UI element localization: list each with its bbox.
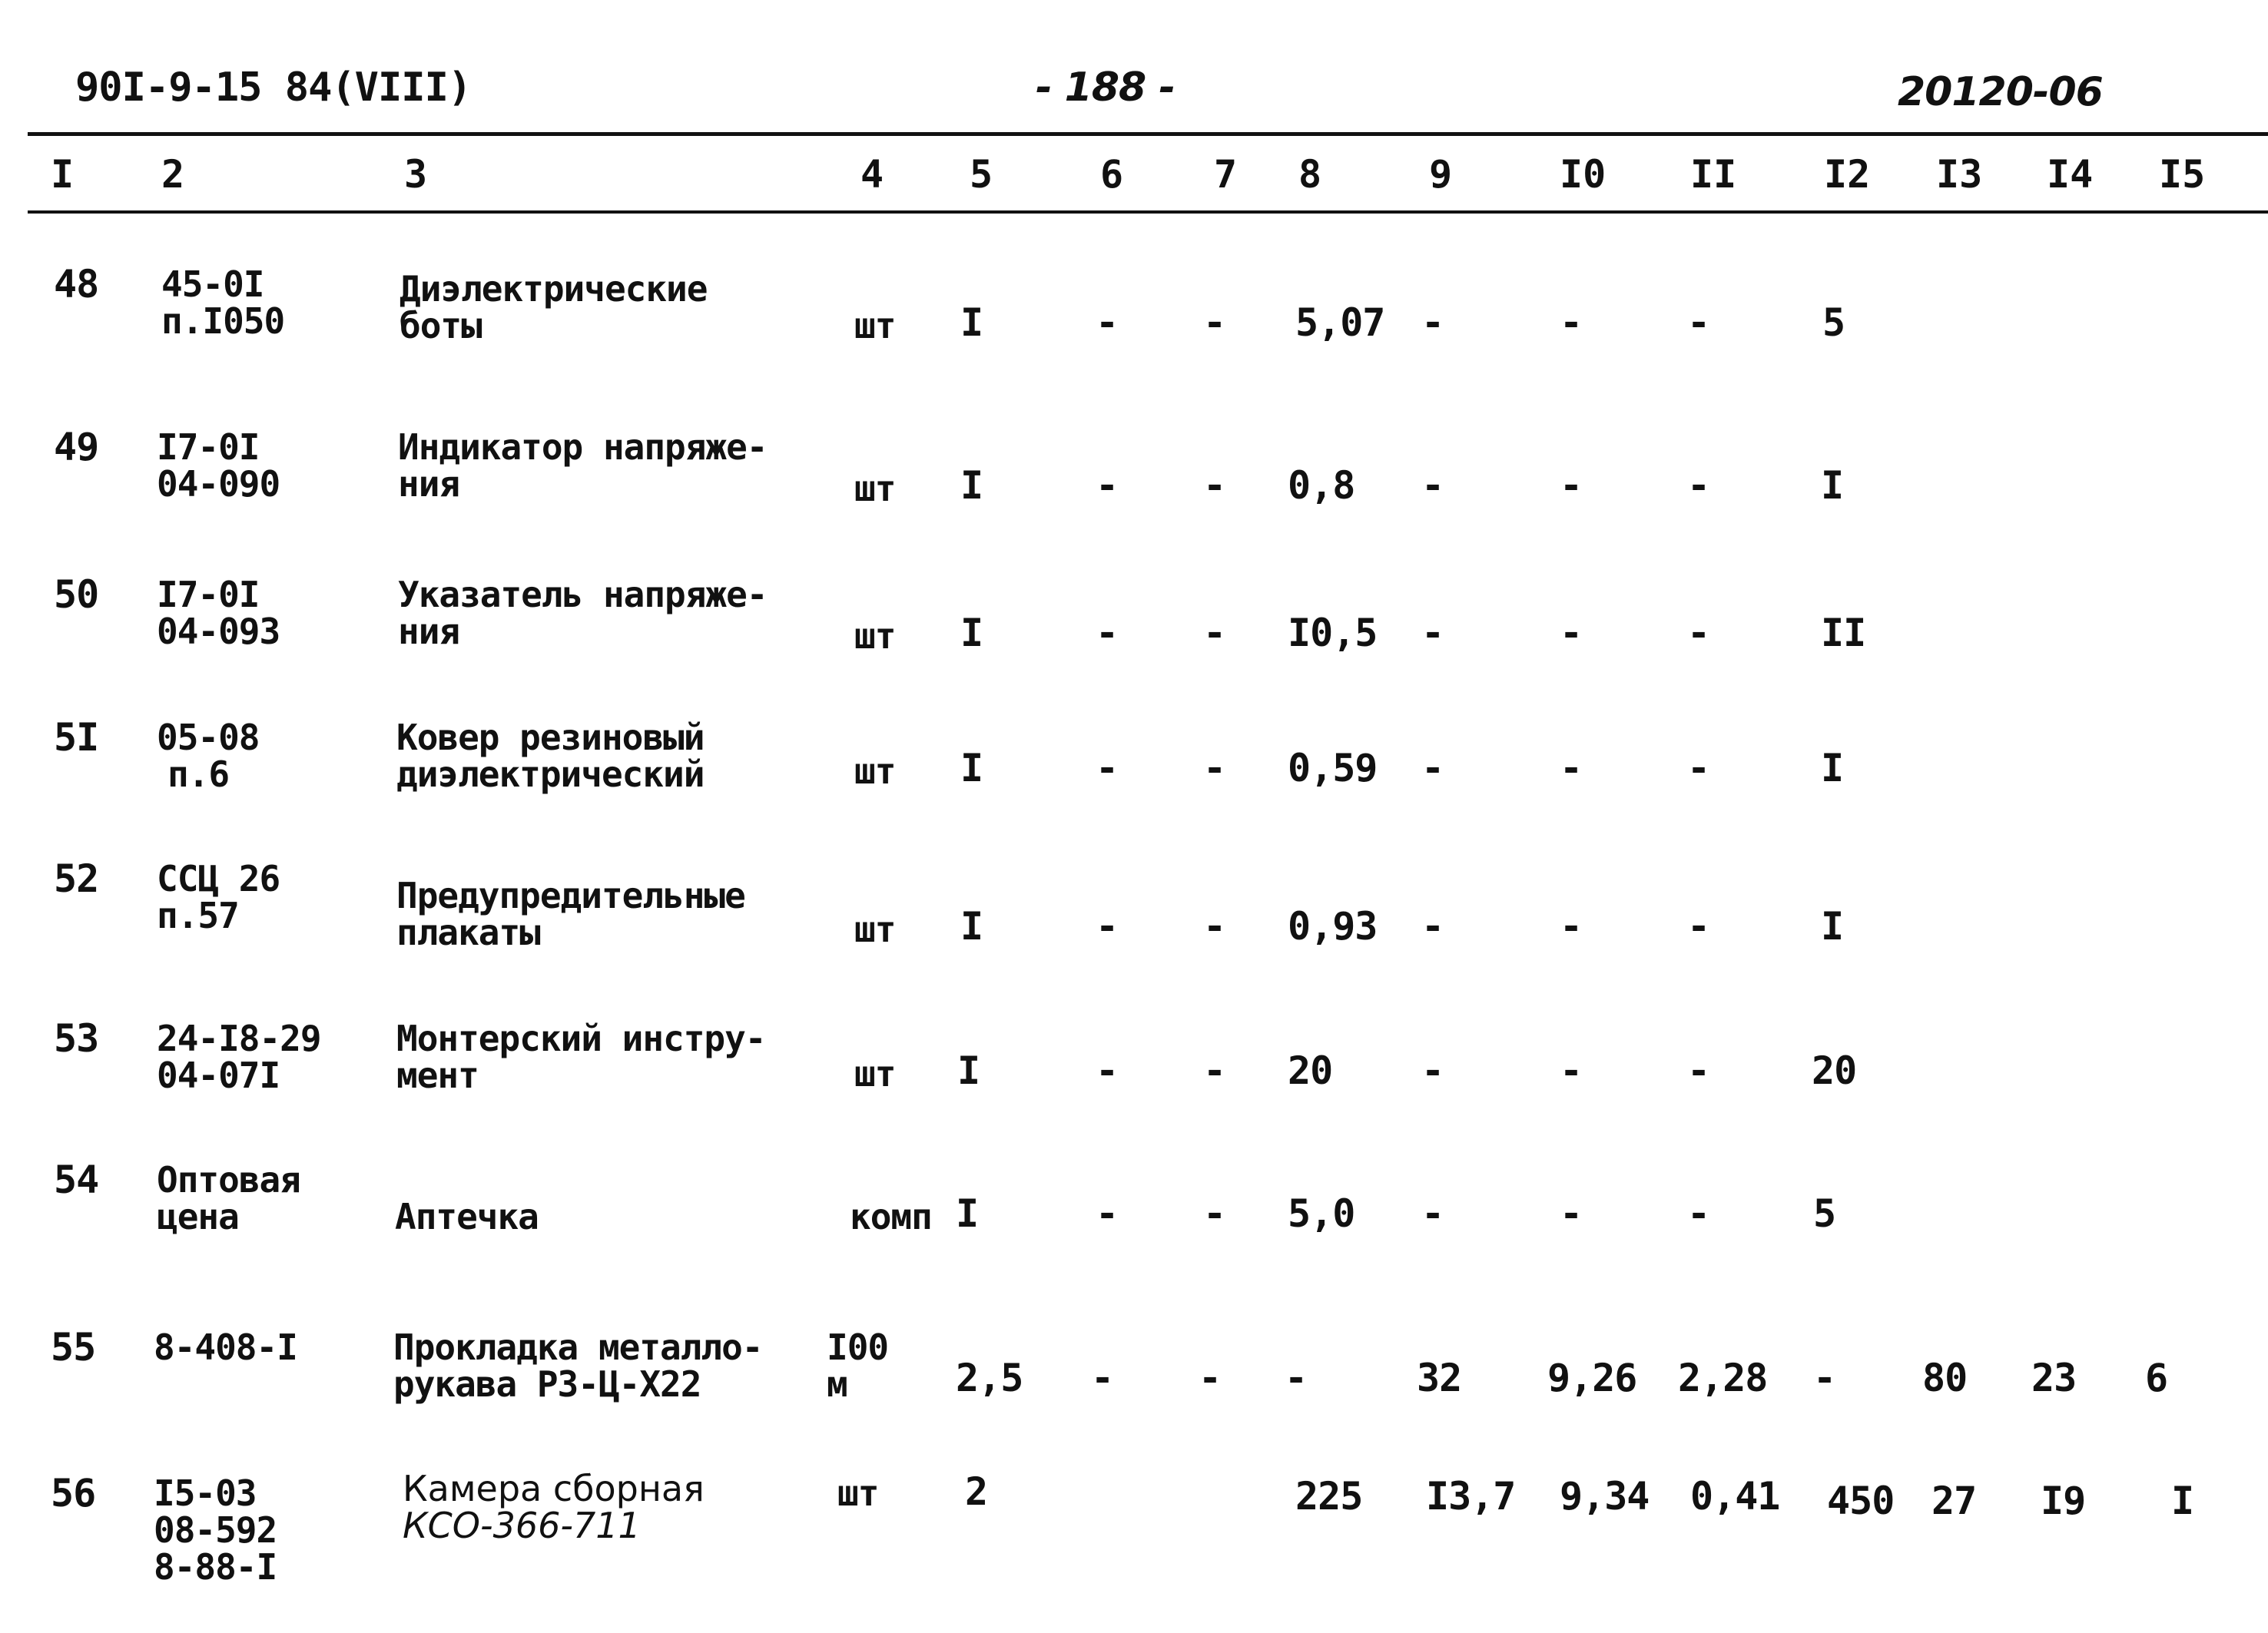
name-line: Камера сборная [403,1468,705,1509]
column-header: 5 [970,152,993,197]
cell-col5: I [960,904,983,949]
name-line: Аптечка [395,1196,539,1237]
cell-col6: - [1096,1191,1119,1236]
column-header: 9 [1429,152,1453,197]
table-row [0,1015,2268,1169]
table-row [0,571,2268,725]
name-line: Диэлектрические [400,268,708,310]
unit-line: шт [854,1053,896,1095]
cell-col12: I [1821,904,1844,949]
cell-col12: II [1821,611,1866,655]
cell-col12: I [1821,463,1844,508]
cell-col11: - [1687,463,1710,508]
column-header: II [1690,152,1737,197]
name-line: ния [398,463,460,505]
name-line: рукава РЗ-Ц-Х22 [393,1363,701,1405]
cell-col7: - [1203,746,1226,790]
column-header: I4 [2047,152,2094,197]
cell-col5: I [960,611,983,655]
name-line: Монтерский инстру- [396,1018,766,1059]
cell-col5: 2,5 [956,1356,1023,1400]
table-row [0,424,2268,578]
code-line: 8-88-I [154,1546,277,1588]
row-number: 5I [54,715,99,760]
cell-col5: I [957,1048,980,1093]
row-number: 56 [51,1471,96,1515]
row-number: 48 [54,262,99,306]
cell-col10: - [1560,611,1583,655]
cell-col12: 5 [1813,1191,1836,1236]
code-line: I7-0I [157,426,260,468]
row-number: 54 [54,1158,99,1202]
cell-col10: - [1560,904,1583,949]
row-unit [854,911,895,948]
code-line: 04-093 [157,611,280,652]
cell-col10: - [1560,1048,1583,1093]
cell-col9: - [1421,746,1444,790]
cell-col7: - [1203,1191,1226,1236]
page-number: - 188 - [1036,65,1175,111]
cell-col11: 2,28 [1678,1356,1768,1400]
table-row [0,261,2268,415]
code-line: Оптовая [157,1159,300,1201]
unit-line: шт [854,305,896,346]
column-header-rule [28,210,2268,214]
cell-col6: - [1096,1048,1119,1093]
table-row [0,1470,2268,1616]
cell-col9: - [1421,904,1444,949]
name-line: КСО-366-711 [403,1505,641,1546]
row-name [393,1329,763,1403]
code-line: 45-0I [161,263,264,305]
cell-col8: 5,0 [1288,1191,1355,1236]
row-number: 55 [51,1325,96,1370]
name-line: Ковер резиновый [396,717,705,758]
cell-col9: - [1421,611,1444,655]
cell-col11: - [1687,746,1710,790]
unit-line: комп [850,1196,932,1237]
cell-col6: - [1096,463,1119,508]
cell-col7: - [1203,904,1226,949]
code-line: 04-07I [157,1055,280,1096]
row-code [157,576,280,650]
row-number: 53 [54,1016,99,1061]
unit-line: I00 [827,1327,889,1368]
cell-col8: - [1285,1356,1308,1400]
table-row [0,1324,2268,1478]
cell-col5: I [960,746,983,790]
cell-col14: 23 [2031,1356,2077,1400]
cell-col12: I [1821,746,1844,790]
cell-col9: 32 [1417,1356,1462,1400]
unit-line: шт [854,750,896,792]
name-line: Индикатор напряже- [398,426,768,468]
column-header: 6 [1100,152,1124,197]
cell-col8: I0,5 [1288,611,1378,655]
cell-col13: 80 [1922,1356,1968,1400]
cell-col10: - [1560,1191,1583,1236]
code-line: 05-08 [157,717,260,758]
name-line: боты [400,305,482,346]
cell-col12: - [1813,1356,1836,1400]
cell-col13: 27 [1931,1479,1977,1523]
cell-col9: - [1421,300,1444,345]
code-line: 08-592 [154,1509,277,1551]
row-code [157,1020,321,1094]
cell-col11: - [1687,611,1710,655]
row-code [154,1329,297,1366]
row-code [157,860,280,934]
unit-line: м [827,1363,847,1405]
row-unit [837,1472,879,1514]
cell-col6: - [1096,746,1119,790]
cell-col8: 0,59 [1288,746,1378,790]
name-line: диэлектрический [396,754,705,795]
row-name [396,1020,766,1094]
cell-col9: - [1421,1191,1444,1236]
row-name [403,1470,705,1544]
cell-col8: 225 [1295,1474,1363,1519]
table-row [0,1157,2268,1310]
cell-col10: 9,26 [1547,1356,1637,1400]
code-line: п.I050 [161,300,285,342]
row-unit [854,307,895,344]
cell-col12: 450 [1827,1479,1895,1523]
name-line: ния [398,611,460,652]
cell-col7: - [1199,1356,1222,1400]
code-line: 24-I8-29 [157,1018,321,1059]
table-row [0,856,2268,1009]
unit-line: шт [837,1472,879,1514]
code-line: I7-0I [157,574,260,615]
name-line: Прокладка металло- [393,1327,763,1368]
cell-col7: - [1203,1048,1226,1093]
column-header: I [51,152,75,197]
row-unit [850,1198,932,1235]
cell-col6: - [1091,1356,1114,1400]
column-header: I2 [1824,152,1871,197]
reference-number: 20120-06 [1898,69,2103,115]
row-name [395,1161,539,1235]
unit-line: шт [854,615,896,657]
cell-col11: - [1687,904,1710,949]
column-header: 7 [1214,152,1238,197]
cell-col11: - [1687,1191,1710,1236]
cell-col11: - [1687,1048,1710,1093]
row-name [398,576,768,650]
code-line: I5-03 [154,1472,257,1514]
column-header: 8 [1298,152,1322,197]
cell-col10: - [1560,300,1583,345]
cell-col6: - [1096,904,1119,949]
cell-col10: 9,34 [1560,1474,1650,1519]
cell-col7: - [1203,611,1226,655]
unit-line: шт [854,909,896,950]
row-unit [854,470,895,507]
column-header: 2 [161,152,185,197]
row-unit [854,615,896,657]
row-unit [827,1329,888,1403]
cell-col7: - [1203,300,1226,345]
row-name [400,270,707,344]
cell-col14: I9 [2041,1479,2086,1523]
cell-col8: 5,07 [1295,300,1385,345]
cell-col10: - [1560,463,1583,508]
cell-col11: 0,41 [1690,1474,1780,1519]
row-code [154,1472,277,1588]
row-name [396,719,704,793]
column-header: I3 [1936,152,1983,197]
table-row [0,714,2268,868]
cell-col5: 2 [965,1469,988,1514]
cell-col11: - [1687,300,1710,345]
row-unit [854,750,896,792]
row-number: 52 [54,856,99,901]
column-header: 3 [404,152,428,197]
name-line: Предупредительные [396,875,745,916]
cell-col5: I [960,300,983,345]
code-line: цена [157,1196,239,1237]
column-header: I5 [2159,152,2206,197]
cell-col8: 20 [1288,1048,1333,1093]
cell-col10: - [1560,746,1583,790]
code-line: 04-090 [157,463,280,505]
cell-col15: I [2171,1479,2194,1523]
name-line: мент [396,1055,479,1096]
code-line: п.57 [157,895,239,936]
name-line: плакаты [396,912,540,953]
row-name [398,426,768,505]
cell-col15: 6 [2145,1356,2168,1400]
code-line: ССЦ 26 [157,858,280,899]
name-line: Указатель напряже- [398,574,768,615]
top-rule [28,132,2268,136]
row-code [157,426,280,505]
cell-col12: 5 [1822,300,1845,345]
cell-col8: 0,8 [1288,463,1355,508]
unit-line: шт [854,468,896,509]
code-line: 8-408-I [154,1327,297,1368]
cell-col9: - [1421,1048,1444,1093]
row-name [396,877,745,951]
column-header: 4 [860,152,884,197]
row-number: 50 [54,572,99,617]
cell-col6: - [1096,300,1119,345]
cell-col12: 20 [1812,1048,1857,1093]
cell-col9: I3,7 [1426,1474,1516,1519]
cell-col6: - [1096,611,1119,655]
doc-code: 90I-9-15 84(VIII) [75,65,472,111]
row-code [161,263,285,342]
row-code [157,1161,300,1235]
cell-col5: I [960,463,983,508]
cell-col7: - [1203,463,1226,508]
row-number: 49 [54,425,99,469]
row-unit [854,1053,896,1095]
code-line: п.6 [167,754,230,795]
row-code [157,719,259,793]
cell-col8: 0,93 [1288,904,1378,949]
cell-col9: - [1421,463,1444,508]
cell-col5: I [956,1191,979,1236]
column-header: I0 [1560,152,1606,197]
